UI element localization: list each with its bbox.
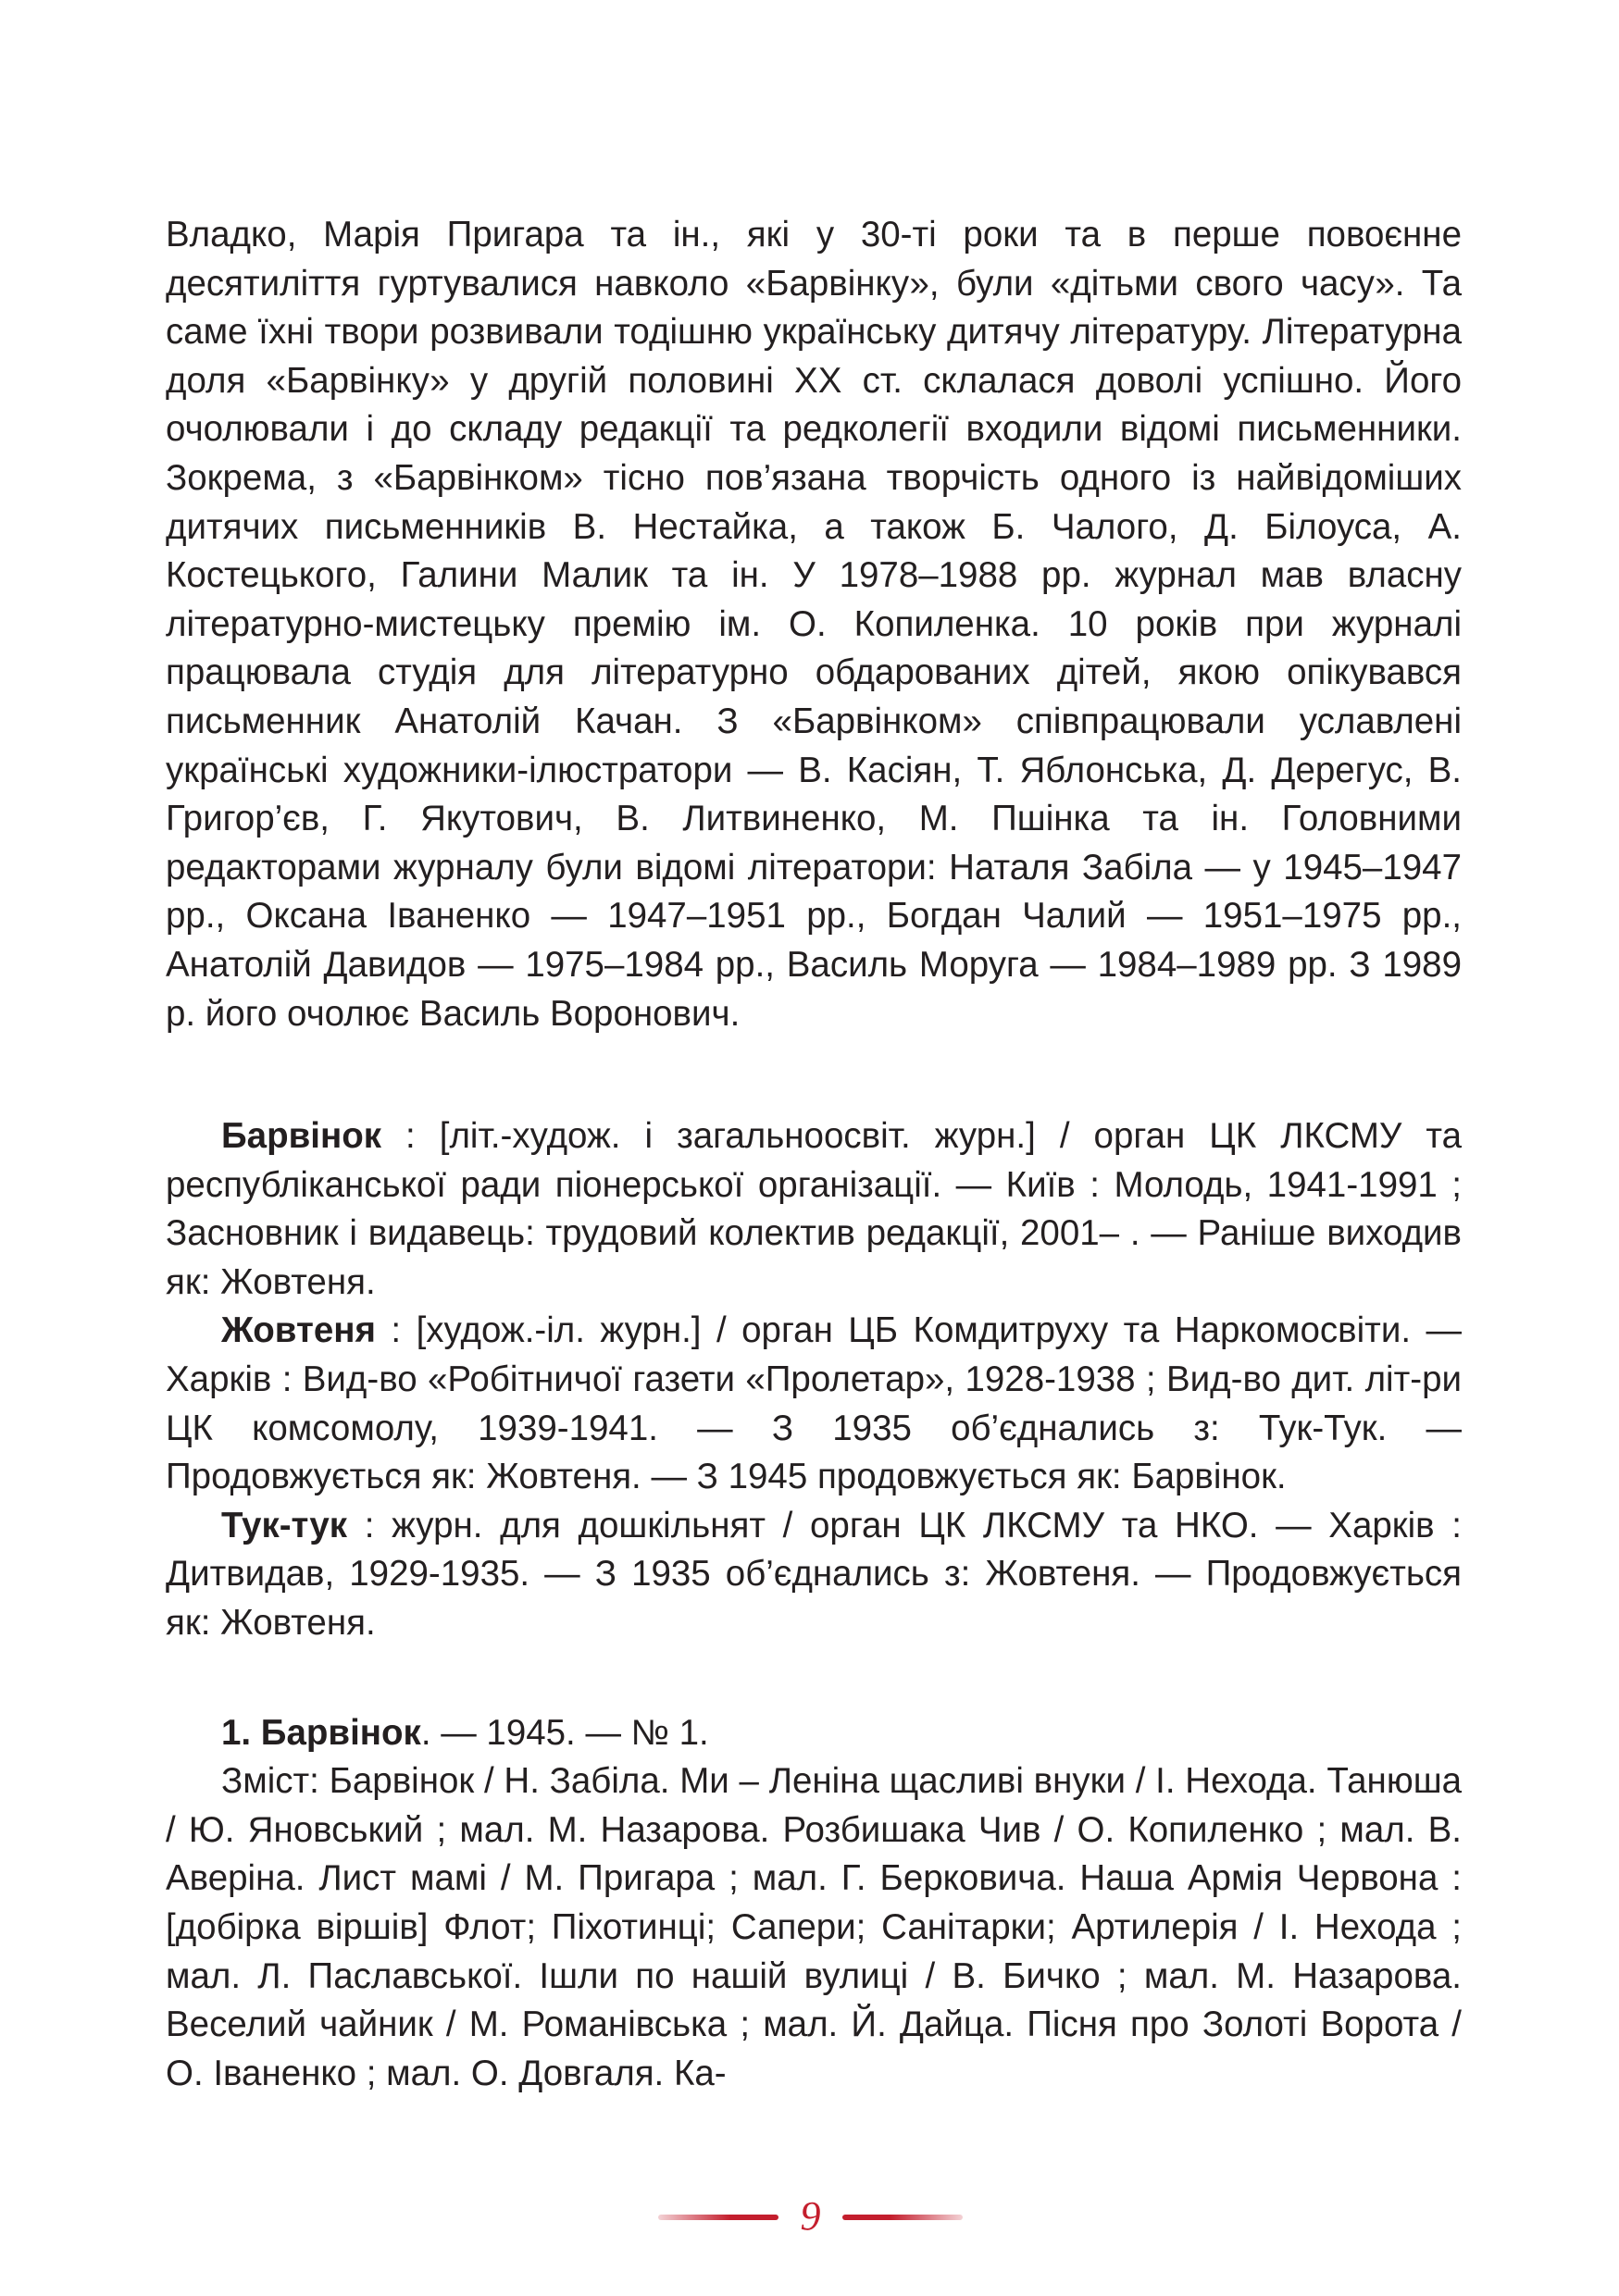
footer-rule-left <box>658 2215 778 2220</box>
page-number: 9 <box>800 2193 821 2239</box>
issue-contents: Зміст: Барвінок / Н. Забіла. Ми – Леніна щасливі внуки / І. Нехода. Танюша / Ю. Яновський ; мал. М. Назарова. Розбишака Чив / О. Копиленко ; мал. В. Аверіна. Лист мамі / М. Пригара ; мал. Г. Берковича. Наша Армія Червона : [добірка віршів] Флот; Піхотинці; Сапери; Санітарки; Артилерія / І. Нехода ; мал. Л. Паславської. Ішли по нашій вулиці / В. Бичко ; мал. М. Назарова. Веселий чайник / М. Романівська ; мал. Й. Дайца. Пісня про Золоті Ворота / О. Іваненко ; мал. О. Довгаля. Ка- <box>166 1761 1462 2093</box>
issue-heading <box>166 1709 1462 1758</box>
bibliographic-entry-barvinok <box>166 1112 1462 1307</box>
entry-text: : [худож.-іл. журн.] / орган ЦБ Комдитруху та Наркомосвіти. — Харків : Вид-во «Робітничої газети «Пролетар», 1928-1938 ; Вид-во дит. літ-ри ЦК комсомолу, 1939-1941. — З 1935 об’єднались з: Тук-Тук. — Продовжується як: Жовтеня. — З 1945 продовжується як: Барвінок. <box>166 1310 1462 1497</box>
bibliographic-entry-zhovtenia <box>166 1307 1462 1501</box>
footer-rule-right <box>842 2215 963 2220</box>
intro-paragraph: Владко, Марія Пригара та ін., які у 30-ті роки та в перше повоєнне десятиліття гуртувалися навколо «Барвінку», були «дітьми свого часу». Та саме їхні твори розвивали тодішню українську дитячу літературу. Літературна доля «Барвінку» у другій половині ХХ ст. склалася доволі успішно. Його очолювали і до складу редакції та редколегії входили відомі письменники. Зокрема, з «Барвінком» тісно пов’язана творчість одного із найвідоміших дитячих письменників В. Нестайка, а також Б. Чалого, Д. Білоуса, А. Костецького, Галини Малик та ін. У 1978–1988 рр. журнал мав власну літературно-мистецьку премію ім. О. Копиленка. 10 років при журналі працювала студія для літературно обдарованих дітей, якою опікувався письменник Анатолій Качан. З «Барвінком» співпрацювали уславлені українські художники-ілюстратори — В. Касіян, Т. Яблонська, Д. Дерегус, В. Григор’єв, Г. Якутович, В. Литвиненко, М. Пшінка та ін. Головними редакторами журналу були відомі літератори: Наталя Забіла — у 1945–1947 рр., Оксана Іваненко — 1947–1951 рр., Богдан Чалий — 1951–1975 рр., Анатолій Давидов — 1975–1984 рр., Василь Моруга — 1984–1989 рр. З 1989 р. його очолює Василь Воронович. <box>166 215 1462 1034</box>
entry-text: : журн. для дошкільнят / орган ЦК ЛКСМУ та НКО. — Харків : Дитвидав, 1929-1935. — З 1935 об’єднались з: Жовтеня. — Продовжується як: Жовтеня. <box>166 1505 1462 1644</box>
entry-text: : [літ.-худож. і загальноосвіт. журн.] / орган ЦК ЛКСМУ та республіканської ради піонерської організації. — Київ : Молодь, 1941-1991 ; Засновник і видавець: трудовий колектив редакції, 2001– . — Раніше виходив як: Жовтеня. <box>166 1116 1462 1302</box>
issue-title: 1. Барвінок <box>221 1712 421 1753</box>
entry-title: Тук-тук <box>221 1505 348 1545</box>
section-gap <box>166 1038 1462 1112</box>
section-gap <box>166 1648 1462 1709</box>
page-footer <box>0 2189 1619 2244</box>
text-column <box>166 211 1462 2098</box>
entry-title: Барвінок <box>221 1116 382 1157</box>
issue-meta: . — 1945. — № 1. <box>420 1712 709 1753</box>
bibliographic-entry-tuk-tuk <box>166 1502 1462 1648</box>
entry-title: Жовтеня <box>221 1310 376 1351</box>
